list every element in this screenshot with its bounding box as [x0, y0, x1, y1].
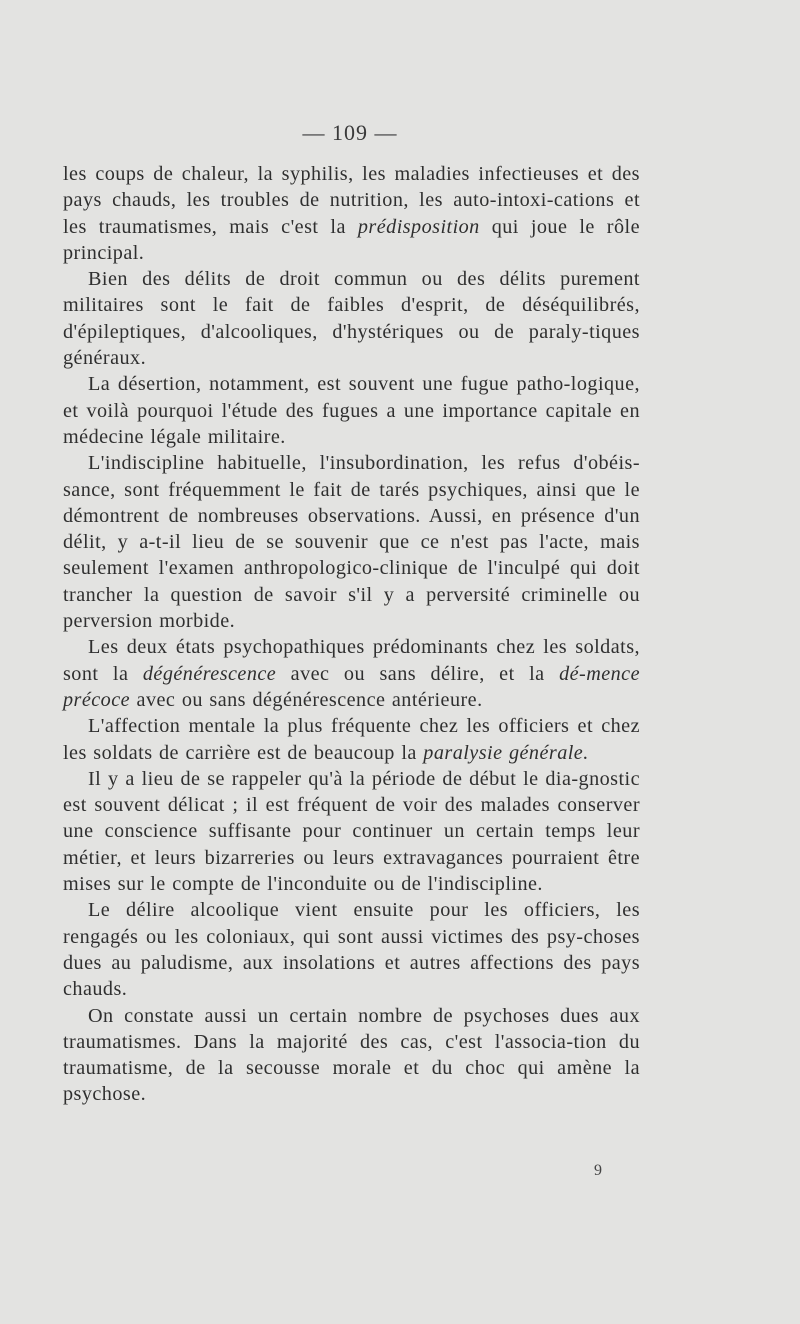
paragraph-6-italic: paralysie générale. [423, 741, 589, 764]
paragraph-3: La désertion, notamment, est souvent une fugue patho-logique, et voilà pourquoi l'étude des fugues a une importance capitale en médecine légale militaire. [63, 373, 640, 448]
paragraph-9: On constate aussi un certain nombre de psychoses dues aux traumatismes. Dans la majorité des cas, c'est l'associa-tion du traumatisme, de la secousse morale et du choc qui amène la psychose. [63, 1004, 640, 1106]
page-number: — 109 — [302, 120, 398, 145]
paragraph-6 [63, 713, 640, 766]
paragraph-5-italic-2: dé-mence précoce [63, 662, 640, 711]
paragraph-8: Le délire alcoolique vient ensuite pour les officiers, les rengagés ou les coloniaux, qui sont aussi victimes des psy-choses dues au paludisme, aux insolations et autres affections des pays chauds. [63, 899, 640, 1001]
paragraph-5-text-e: avec ou sans dégénérescence antérieure. [130, 688, 483, 711]
paragraph-1 [63, 161, 640, 266]
paragraph-5 [63, 634, 640, 713]
paragraph-6-text-a: L'affection mentale la plus fréquente chez les officiers et chez les soldats de carrière est de beaucoup la [63, 715, 640, 764]
paragraph-2: Bien des délits de droit commun ou des délits purement militaires sont le fait de faibles d'esprit, de déséquilibrés, d'épileptiques, d'alcooliques, d'hystériques ou de paraly-tiques généraux. [63, 268, 640, 370]
body-text [63, 161, 640, 1108]
paragraph-5-text-c: avec ou sans délire, et la [276, 662, 560, 685]
paragraph-5-text-a: Les deux états psychopathiques prédominants chez les soldats, sont la [63, 636, 640, 685]
signature-mark: 9 [594, 1162, 602, 1179]
paragraph-1-text-c: qui joue le rôle principal. [63, 215, 640, 264]
paragraph-7: Il y a lieu de se rappeler qu'à la période de début le dia-gnostic est souvent délicat ; il est fréquent de voir des malades conserver une conscience suffisante pour continuer un certain temps leur métier, et leurs bizarreries ou leurs extravagances pourraient être mises sur le compte de l'inconduite ou de l'indiscipline. [63, 767, 640, 896]
paragraph-4: L'indiscipline habituelle, l'insubordination, les refus d'obéis-sance, sont fréquemment le fait de tarés psychiques, ainsi que le démontrent de nombreuses observations. Aussi, en présence d'un délit, y a-t-il lieu de se souvenir que ce n'est pas l'acte, mais seulement l'examen anthropologico-clinique de l'inculpé qui doit trancher la question de savoir s'il y a perversité criminelle ou perversion morbide. [63, 452, 640, 633]
paragraph-1-text-a: les coups de chaleur, la syphilis, les maladies infectieuses et des pays chauds, les troubles de nutrition, les auto-intoxi-cations et les traumatismes, mais c'est la [63, 163, 640, 238]
paragraph-1-italic: prédisposition [357, 215, 480, 238]
paragraph-5-italic-1: dégénérescence [142, 662, 277, 685]
